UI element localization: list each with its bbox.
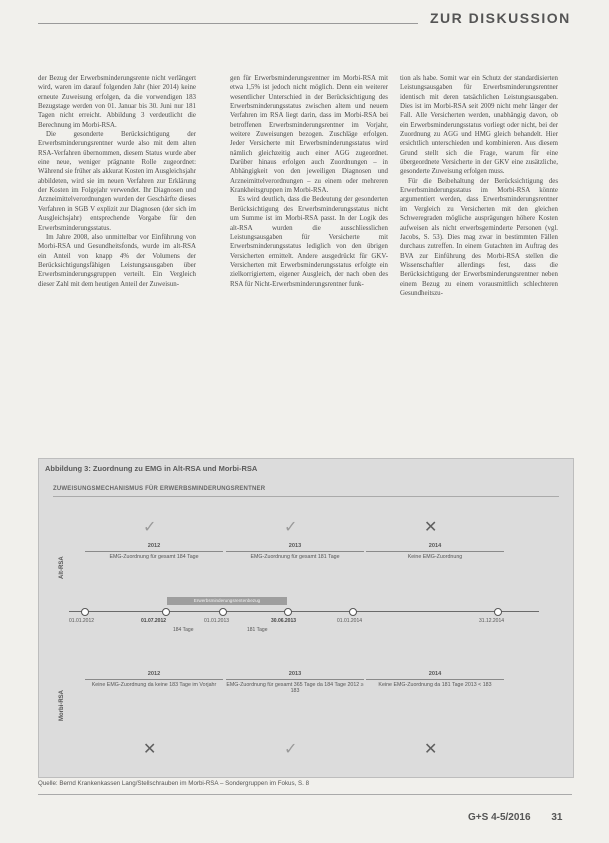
box-year: 2013	[288, 671, 302, 677]
timeline-marker	[81, 608, 89, 616]
date-label: 01.07.2012	[141, 618, 167, 624]
footer-rule	[38, 794, 572, 795]
figure-divider	[53, 496, 559, 497]
cross-icon: ✕	[424, 517, 438, 536]
morbi-rsa-box-2014	[366, 671, 504, 688]
alt-rsa-label: Alt-RSA	[59, 556, 65, 579]
paragraph: Im Jahre 2008, also unmittelbar vor Einführung von Morbi-RSA und Gesundheitsfonds, wurde im alt-RSA ein Anteil von knapp 4% der Volumens der Berücksichtigungsfähigen Leistungsausgaben über Erwerbsminderungsgruppen verteilt. Ein Vergleich dieser Zahl mit dem heutigen Anteil der Zuweisun-	[38, 233, 196, 288]
section-title: ZUR DISKUSSION	[430, 10, 571, 26]
timeline-marker	[349, 608, 357, 616]
figure-caption: Abbildung 3: Zuordnung zu EMG in Alt-RSA und Morbi-RSA	[45, 464, 258, 473]
box-rule	[366, 679, 504, 680]
box-rule	[85, 551, 223, 552]
alt-rsa-box-2014	[366, 543, 504, 560]
text-column-3	[400, 74, 558, 298]
date-label: 31.12.2014	[479, 618, 505, 624]
pension-period-band: Erwerbsminderungsrentenbezug	[167, 597, 287, 605]
box-year: 2013	[288, 543, 302, 549]
date-label: 01.01.2013	[204, 618, 230, 624]
text-column-1	[38, 74, 196, 289]
figure-emg-assignment	[38, 458, 574, 778]
page-footer	[468, 812, 562, 823]
box-rule	[226, 551, 364, 552]
timeline-axis	[69, 611, 539, 612]
box-text: EMG-Zuordnung für gesamt 184 Tage	[109, 554, 199, 560]
morbi-rsa-label: Morbi-RSA	[59, 690, 65, 721]
box-year: 2012	[147, 543, 161, 549]
timeline-marker	[494, 608, 502, 616]
header-rule	[38, 23, 418, 24]
paragraph: Die gesonderte Berücksichtigung der Erwerbsminderungsrentner wurde also mit dem alten RSA-Verfahren übernommen, diesem Status wurde aber eine neue, weniger prägnante Rolle zugeordnet: Während sie früher als akkurat Kosten im Ausgleichsjahr abbildeten, wird sie im neuen Verfahren zur Erklärung der Kosten im Folgejahr verwendet. Ihr Diagnosen und Arzneimittelverordnungen wurden der Geschärfte dieses Verfahren in SGB V explizit zur Diagnosen (der sich im Ausgleichsjahr) entsprechende Vorgabe für den Erwerbsminderungsstatus.	[38, 131, 196, 232]
box-year: 2014	[428, 671, 442, 677]
date-label: 30.06.2013	[271, 618, 297, 624]
paragraph: gen für Erwerbsminderungsrentner im Morbi-RSA mit etwa 1,5% ist jedoch nicht möglich. Denn ein weiterer wesentlicher Unterschied in der Berücksichtigung des Erwerbsminderungsstatus zwischen altem und neuem Verfahren im RSA liegt darin, dass im Morbi-RSA bei betroffenen Erwerbsminderungsrentner im Vorjahr, weitere Zuweisungen bezogen. Zuschläge erfolgen. Jeder Versicherte mit Erwerbsminderungsstatus wird nämlich gleichzeitig auch einer AGG zugeordnet. Darüber hinaus erfolgen auch Zuordnungen – in Abhängigkeit von den jeweiligen Diagnosen und Arzneimittelverordnungen – zu einem oder mehreren Krankheitsgruppen im Morbi-RSA.	[230, 75, 388, 195]
paragraph: Es wird deutlich, dass die Bedeutung der gesonderten Berücksichtigung des Erwerbsminderungsstatus nicht um Summe ist im Morbi-RSA passt. In der Logik des alt-RSA wurden die ausschliesslichen Leistungsausgaben für Versicherte mit Erwerbsminderungsstatus lediglich von den übrigen Versicherten ermittelt. Andere ausgedrückt für GKV-Versicherten mit Erwerbsminderungsstatus erfolgte ein zielkorrigiertem, eigener Ausgleich, der nach oben des RSA für Nicht-Erwerbsminderungsrentner funk-	[230, 196, 388, 288]
cross-icon: ✕	[424, 739, 438, 758]
check-icon: ✓	[284, 517, 298, 536]
figure-source: Quelle: Bernd Krankenkassen Lang/Stellschrauben im Morbi-RSA – Sondergruppen im Fokus, S. 8	[38, 780, 310, 787]
morbi-rsa-box-2013	[226, 671, 364, 694]
issue-number: 4-5/2016	[491, 812, 531, 823]
cross-icon: ✕	[143, 739, 157, 758]
morbi-rsa-box-2012	[85, 671, 223, 688]
date-label: 01.01.2012	[69, 618, 95, 624]
box-year: 2014	[428, 543, 442, 549]
journal-logo: G+S	[468, 812, 489, 823]
figure-subtitle: ZUWEISUNGSMECHANISMUS FÜR ERWERBSMINDERUNGSRENTNER	[53, 486, 266, 492]
timeline-marker	[284, 608, 292, 616]
box-text: Keine EMG-Zuordnung da 181 Tage 2013 < 183	[378, 682, 492, 688]
check-icon: ✓	[284, 739, 298, 758]
paragraph: tion als habe. Somit war ein Schutz der standardisierten Leistungsausgaben für Erwerbsminderungsrentner identisch mit deren tatsächlichen Leistungsausgaben. Dies ist im Morbi-RSA seit 2009 nicht mehr länger der Fall. Alle Versicherten werden, unabhängig davon, ob ein Erwerbsminderungsstatus vorliegt oder nicht, bei der Zuordnung zu AGG und HMG gleich behandelt. Hier ersichtlich unterschieden und kombinieren. Aus diesem Grund stellt sich die Frage, warum für eine übergeordnete Versicherte in der GKV eine zusätzliche, gesonderte Zuweisung erfolgen muss.	[400, 75, 558, 176]
alt-rsa-box-2012	[85, 543, 223, 560]
text-column-2	[230, 74, 388, 289]
timeline-marker	[219, 608, 227, 616]
box-text: EMG-Zuordnung für gesamt 365 Tage da 184 Tage 2012 ≥ 183	[226, 682, 364, 694]
box-text: Keine EMG-Zuordnung	[407, 554, 463, 560]
check-icon: ✓	[143, 517, 157, 536]
box-rule	[366, 551, 504, 552]
alt-rsa-box-2013	[226, 543, 364, 560]
box-text: EMG-Zuordnung für gesamt 181 Tage	[250, 554, 340, 560]
box-year: 2012	[147, 671, 161, 677]
page-number: 31	[551, 812, 563, 823]
paragraph: Für die Beibehaltung der Berücksichtigung des Erwerbsminderungsstatus im Morbi-RSA könnte argumentiert werden, dass Erwerbsminderungsrentner im Vergleich zu Versicherten mit den gleichen Schweregraden mögliche ausprägungen höhere Kosten aufweisen als nicht erwerbsgeminderte Personen (vgl. Jacobs, S. 53). Dies mag zwar in bestimmten Fällen durchaus zutreffen. In einem Gutachten im Auftrag des BVA zur Einführung des Morbi-RSA stellen die Wissenschaftler allerdings fest, dass die Berücksichtigung der Erwerbsminderungsrentner neben einem Bezug zu einem vorausmittlich schlechteren Gesundheitszu-	[400, 177, 558, 297]
paragraph: der Bezug der Erwerbsminderungsrente nicht verlängert wird, waren im darauf folgenden Jahr (hier 2014) keine erneute Zuweisung erfolgen, da die vorwendigen 183 Bezugstage werden von 01. Januar bis 30. Juni nur 181 Tagen nicht erreicht. Abbildung 3 verdeutlicht die Berechnung im Morbi-RSA.	[38, 75, 196, 129]
day-count-label: 181 Tage	[247, 627, 268, 633]
box-rule	[85, 679, 223, 680]
box-rule	[226, 679, 364, 680]
date-label: 01.01.2014	[337, 618, 363, 624]
timeline-marker	[162, 608, 170, 616]
day-count-label: 184 Tage	[173, 627, 194, 633]
box-text: Keine EMG-Zuordnung da keine 183 Tage im Vorjahr	[91, 682, 217, 688]
